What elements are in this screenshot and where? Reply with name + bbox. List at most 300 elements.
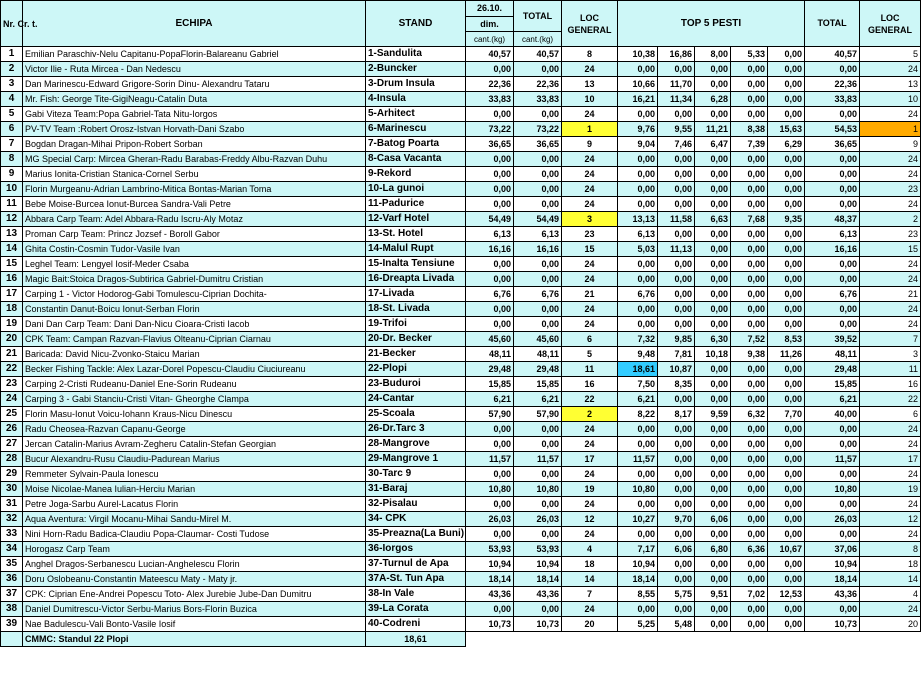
fish-1: 6,76 bbox=[618, 287, 658, 302]
loc-general-final: 3 bbox=[860, 347, 921, 362]
loc-general: 2 bbox=[562, 407, 618, 422]
top5-total: 26,03 bbox=[805, 512, 860, 527]
fish-1: 7,32 bbox=[618, 332, 658, 347]
fish-3: 0,00 bbox=[695, 152, 731, 167]
fish-4: 0,00 bbox=[731, 572, 768, 587]
day-weight: 0,00 bbox=[466, 182, 514, 197]
loc-general: 23 bbox=[562, 227, 618, 242]
team-name: Mr. Fish: George Tite-GigiNeagu-Catalin Duta bbox=[23, 92, 366, 107]
team-name: Dan Marinescu-Edward Grigore-Sorin Dinu- Alexandru Tataru bbox=[23, 77, 366, 92]
row-number: 18 bbox=[1, 302, 23, 317]
loc-general-final: 24 bbox=[860, 467, 921, 482]
fish-1: 18,61 bbox=[618, 362, 658, 377]
loc-general: 19 bbox=[562, 482, 618, 497]
loc-general-final: 2 bbox=[860, 212, 921, 227]
team-name: Florin Murgeanu-Adrian Lambrino-Mitica Bontas-Marian Toma bbox=[23, 182, 366, 197]
table-row bbox=[1, 47, 921, 62]
fish-3: 0,00 bbox=[695, 287, 731, 302]
loc-general-final: 16 bbox=[860, 377, 921, 392]
day-weight: 33,83 bbox=[466, 92, 514, 107]
fish-4: 0,00 bbox=[731, 512, 768, 527]
fish-4: 0,00 bbox=[731, 497, 768, 512]
row-number: 39 bbox=[1, 617, 23, 632]
fish-3: 0,00 bbox=[695, 467, 731, 482]
fish-5: 0,00 bbox=[768, 107, 805, 122]
row-number: 11 bbox=[1, 197, 23, 212]
day-weight: 16,16 bbox=[466, 242, 514, 257]
total-weight: 29,48 bbox=[514, 362, 562, 377]
loc-general-final: 1 bbox=[860, 122, 921, 137]
day-weight: 0,00 bbox=[466, 467, 514, 482]
loc-general: 18 bbox=[562, 557, 618, 572]
loc-general: 9 bbox=[562, 137, 618, 152]
team-name: Jercan Catalin-Marius Avram-Zegheru Catalin-Stefan Georgian bbox=[23, 437, 366, 452]
team-name: Moise Nicolae-Manea Iulian-Herciu Marian bbox=[23, 482, 366, 497]
fish-2: 0,00 bbox=[658, 227, 695, 242]
top5-total: 0,00 bbox=[805, 602, 860, 617]
day-weight: 18,14 bbox=[466, 572, 514, 587]
row-number: 38 bbox=[1, 602, 23, 617]
top5-total: 0,00 bbox=[805, 62, 860, 77]
fish-1: 0,00 bbox=[618, 302, 658, 317]
loc-general: 1 bbox=[562, 122, 618, 137]
top5-total: 0,00 bbox=[805, 257, 860, 272]
fish-4: 5,33 bbox=[731, 47, 768, 62]
fish-4: 0,00 bbox=[731, 167, 768, 182]
table-row bbox=[1, 227, 921, 242]
fish-2: 0,00 bbox=[658, 287, 695, 302]
fish-1: 18,14 bbox=[618, 572, 658, 587]
total-weight: 10,94 bbox=[514, 557, 562, 572]
header-loc-general-2: LOC GENERAL bbox=[860, 1, 921, 47]
fish-2: 0,00 bbox=[658, 572, 695, 587]
team-name: Carping 1 - Victor Hodorog-Gabi Tomulescu-Ciprian Dochita- bbox=[23, 287, 366, 302]
fish-3: 0,00 bbox=[695, 497, 731, 512]
total-weight: 0,00 bbox=[514, 467, 562, 482]
table-row bbox=[1, 317, 921, 332]
loc-general: 5 bbox=[562, 347, 618, 362]
stand-name: 39-La Corata bbox=[366, 602, 466, 617]
fish-3: 0,00 bbox=[695, 557, 731, 572]
row-number: 37 bbox=[1, 587, 23, 602]
fish-5: 0,00 bbox=[768, 527, 805, 542]
total-weight: 40,57 bbox=[514, 47, 562, 62]
fish-4: 8,38 bbox=[731, 122, 768, 137]
fish-1: 0,00 bbox=[618, 602, 658, 617]
fish-3: 6,80 bbox=[695, 542, 731, 557]
top5-total: 0,00 bbox=[805, 527, 860, 542]
loc-general: 13 bbox=[562, 77, 618, 92]
fish-1: 8,55 bbox=[618, 587, 658, 602]
fish-3: 0,00 bbox=[695, 392, 731, 407]
fish-2: 0,00 bbox=[658, 527, 695, 542]
row-number: 19 bbox=[1, 317, 23, 332]
day-weight: 40,57 bbox=[466, 47, 514, 62]
loc-general: 21 bbox=[562, 287, 618, 302]
fish-3: 0,00 bbox=[695, 272, 731, 287]
fish-2: 0,00 bbox=[658, 437, 695, 452]
top5-total: 0,00 bbox=[805, 167, 860, 182]
top5-total: 16,16 bbox=[805, 242, 860, 257]
table-row bbox=[1, 527, 921, 542]
team-name: Florin Masu-Ionut Voicu-Iohann Kraus-Nicu Dinescu bbox=[23, 407, 366, 422]
top5-total: 0,00 bbox=[805, 302, 860, 317]
day-weight: 11,57 bbox=[466, 452, 514, 467]
table-row bbox=[1, 437, 921, 452]
fish-1: 7,17 bbox=[618, 542, 658, 557]
loc-general: 16 bbox=[562, 377, 618, 392]
day-weight: 53,93 bbox=[466, 542, 514, 557]
fish-5: 0,00 bbox=[768, 227, 805, 242]
top5-total: 10,80 bbox=[805, 482, 860, 497]
header-total: TOTAL bbox=[514, 1, 562, 32]
fish-1: 0,00 bbox=[618, 467, 658, 482]
fish-5: 8,53 bbox=[768, 332, 805, 347]
team-name: Marius Ionita-Cristian Stanica-Cornel Serbu bbox=[23, 167, 366, 182]
loc-general-final: 10 bbox=[860, 92, 921, 107]
top5-total: 36,65 bbox=[805, 137, 860, 152]
fish-3: 0,00 bbox=[695, 362, 731, 377]
total-weight: 10,73 bbox=[514, 617, 562, 632]
stand-name: 21-Becker bbox=[366, 347, 466, 362]
fish-2: 11,58 bbox=[658, 212, 695, 227]
day-weight: 0,00 bbox=[466, 602, 514, 617]
team-name: Becker Fishing Tackle: Alex Lazar-Dorel Popescu-Claudiu Ciuciureanu bbox=[23, 362, 366, 377]
fish-1: 5,03 bbox=[618, 242, 658, 257]
table-row bbox=[1, 512, 921, 527]
fish-5: 0,00 bbox=[768, 302, 805, 317]
fish-4: 0,00 bbox=[731, 257, 768, 272]
total-weight: 11,57 bbox=[514, 452, 562, 467]
fish-4: 9,38 bbox=[731, 347, 768, 362]
team-name: Baricada: David Nicu-Zvonko-Staicu Marian bbox=[23, 347, 366, 362]
fish-3: 6,06 bbox=[695, 512, 731, 527]
total-weight: 6,76 bbox=[514, 287, 562, 302]
loc-general-final: 4 bbox=[860, 587, 921, 602]
fish-2: 8,35 bbox=[658, 377, 695, 392]
table-row bbox=[1, 347, 921, 362]
loc-general: 24 bbox=[562, 62, 618, 77]
row-number: 29 bbox=[1, 467, 23, 482]
fish-2: 11,70 bbox=[658, 77, 695, 92]
fish-5: 0,00 bbox=[768, 257, 805, 272]
fish-2: 0,00 bbox=[658, 602, 695, 617]
fish-5: 0,00 bbox=[768, 422, 805, 437]
fish-4: 0,00 bbox=[731, 272, 768, 287]
day-weight: 0,00 bbox=[466, 197, 514, 212]
table-row bbox=[1, 182, 921, 197]
fish-4: 6,32 bbox=[731, 407, 768, 422]
stand-name: 9-Rekord bbox=[366, 167, 466, 182]
stand-name: 7-Batog Poarta bbox=[366, 137, 466, 152]
loc-general: 24 bbox=[562, 182, 618, 197]
loc-general: 15 bbox=[562, 242, 618, 257]
loc-general-final: 20 bbox=[860, 617, 921, 632]
fish-3: 0,00 bbox=[695, 242, 731, 257]
loc-general-final: 13 bbox=[860, 77, 921, 92]
loc-general-final: 24 bbox=[860, 317, 921, 332]
fish-5: 0,00 bbox=[768, 167, 805, 182]
stand-name: 8-Casa Vacanta bbox=[366, 152, 466, 167]
day-weight: 48,11 bbox=[466, 347, 514, 362]
fish-5: 0,00 bbox=[768, 377, 805, 392]
fish-1: 10,94 bbox=[618, 557, 658, 572]
table-row bbox=[1, 482, 921, 497]
team-name: Radu Cheosea-Razvan Capanu-George bbox=[23, 422, 366, 437]
top5-total: 10,73 bbox=[805, 617, 860, 632]
total-weight: 16,16 bbox=[514, 242, 562, 257]
total-weight: 57,90 bbox=[514, 407, 562, 422]
loc-general: 24 bbox=[562, 152, 618, 167]
loc-general: 24 bbox=[562, 437, 618, 452]
loc-general-final: 24 bbox=[860, 302, 921, 317]
table-row bbox=[1, 572, 921, 587]
top5-total: 6,76 bbox=[805, 287, 860, 302]
fish-4: 6,36 bbox=[731, 542, 768, 557]
day-weight: 0,00 bbox=[466, 257, 514, 272]
top5-total: 48,11 bbox=[805, 347, 860, 362]
team-name: Horogasz Carp Team bbox=[23, 542, 366, 557]
fish-3: 9,51 bbox=[695, 587, 731, 602]
table-row bbox=[1, 407, 921, 422]
fish-4: 0,00 bbox=[731, 107, 768, 122]
table-row bbox=[1, 377, 921, 392]
fish-3: 6,30 bbox=[695, 332, 731, 347]
fish-5: 0,00 bbox=[768, 482, 805, 497]
fish-3: 6,63 bbox=[695, 212, 731, 227]
table-row bbox=[1, 302, 921, 317]
fish-3: 0,00 bbox=[695, 62, 731, 77]
fish-1: 7,50 bbox=[618, 377, 658, 392]
day-weight: 43,36 bbox=[466, 587, 514, 602]
team-name: Bucur Alexandru-Rusu Claudiu-Padurean Marius bbox=[23, 452, 366, 467]
total-weight: 15,85 bbox=[514, 377, 562, 392]
row-number: 25 bbox=[1, 407, 23, 422]
fish-5: 0,00 bbox=[768, 362, 805, 377]
stand-name: 20-Dr. Becker bbox=[366, 332, 466, 347]
row-number: 27 bbox=[1, 437, 23, 452]
stand-name: 16-Dreapta Livada bbox=[366, 272, 466, 287]
fish-1: 0,00 bbox=[618, 107, 658, 122]
top5-total: 54,53 bbox=[805, 122, 860, 137]
top5-total: 0,00 bbox=[805, 197, 860, 212]
fish-2: 0,00 bbox=[658, 317, 695, 332]
row-number: 4 bbox=[1, 92, 23, 107]
fish-5: 0,00 bbox=[768, 452, 805, 467]
fish-1: 0,00 bbox=[618, 257, 658, 272]
table-row bbox=[1, 332, 921, 347]
stand-name: 37A-St. Tun Apa bbox=[366, 572, 466, 587]
top5-total: 40,00 bbox=[805, 407, 860, 422]
fish-1: 11,57 bbox=[618, 452, 658, 467]
day-weight: 0,00 bbox=[466, 422, 514, 437]
row-number: 10 bbox=[1, 182, 23, 197]
stand-name: 6-Marinescu bbox=[366, 122, 466, 137]
fish-4: 0,00 bbox=[731, 392, 768, 407]
loc-general: 4 bbox=[562, 542, 618, 557]
fish-4: 0,00 bbox=[731, 242, 768, 257]
row-number: 26 bbox=[1, 422, 23, 437]
table-row bbox=[1, 257, 921, 272]
loc-general-final: 24 bbox=[860, 422, 921, 437]
fish-1: 10,27 bbox=[618, 512, 658, 527]
loc-general: 7 bbox=[562, 587, 618, 602]
day-weight: 0,00 bbox=[466, 272, 514, 287]
fish-4: 0,00 bbox=[731, 482, 768, 497]
fish-4: 0,00 bbox=[731, 227, 768, 242]
loc-general: 24 bbox=[562, 467, 618, 482]
stand-name: 36-Iorgos bbox=[366, 542, 466, 557]
fish-1: 0,00 bbox=[618, 497, 658, 512]
loc-general-final: 17 bbox=[860, 452, 921, 467]
top5-total: 43,36 bbox=[805, 587, 860, 602]
team-name: Aqua Aventura: Virgil Mocanu-Mihai Sandu-Mirel M. bbox=[23, 512, 366, 527]
total-weight: 0,00 bbox=[514, 272, 562, 287]
stand-name: 4-Insula bbox=[366, 92, 466, 107]
fish-5: 9,35 bbox=[768, 212, 805, 227]
team-name: Constantin Danut-Boicu Ionut-Serban Florin bbox=[23, 302, 366, 317]
total-weight: 45,60 bbox=[514, 332, 562, 347]
table-row bbox=[1, 467, 921, 482]
fish-2: 6,06 bbox=[658, 542, 695, 557]
fish-2: 10,87 bbox=[658, 362, 695, 377]
fish-5: 0,00 bbox=[768, 467, 805, 482]
stand-name: 18-St. Livada bbox=[366, 302, 466, 317]
stand-name: 23-Buduroi bbox=[366, 377, 466, 392]
stand-name: 37-Turnul de Apa bbox=[366, 557, 466, 572]
fish-2: 16,86 bbox=[658, 47, 695, 62]
loc-general-final: 24 bbox=[860, 497, 921, 512]
day-weight: 6,13 bbox=[466, 227, 514, 242]
fish-3: 6,28 bbox=[695, 92, 731, 107]
loc-general-final: 15 bbox=[860, 242, 921, 257]
fish-4: 0,00 bbox=[731, 437, 768, 452]
row-number: 32 bbox=[1, 512, 23, 527]
stand-name: 19-Trifoi bbox=[366, 317, 466, 332]
fish-2: 9,85 bbox=[658, 332, 695, 347]
footer-label: CMMC: Standul 22 Plopi bbox=[23, 632, 366, 647]
fish-3: 0,00 bbox=[695, 377, 731, 392]
fish-3: 0,00 bbox=[695, 482, 731, 497]
row-number: 15 bbox=[1, 257, 23, 272]
fish-3: 0,00 bbox=[695, 227, 731, 242]
row-number: 14 bbox=[1, 242, 23, 257]
total-weight: 10,80 bbox=[514, 482, 562, 497]
stand-name: 32-Pisalau bbox=[366, 497, 466, 512]
loc-general-final: 24 bbox=[860, 602, 921, 617]
total-weight: 0,00 bbox=[514, 527, 562, 542]
total-weight: 0,00 bbox=[514, 437, 562, 452]
team-name: Petre Joga-Sarbu Aurel-Lacatus Florin bbox=[23, 497, 366, 512]
fish-1: 0,00 bbox=[618, 167, 658, 182]
fish-3: 6,47 bbox=[695, 137, 731, 152]
row-number: 31 bbox=[1, 497, 23, 512]
total-weight: 0,00 bbox=[514, 317, 562, 332]
fish-3: 9,59 bbox=[695, 407, 731, 422]
footer-blank bbox=[1, 632, 23, 647]
fish-4: 0,00 bbox=[731, 362, 768, 377]
fish-5: 0,00 bbox=[768, 572, 805, 587]
fish-3: 0,00 bbox=[695, 302, 731, 317]
fish-4: 0,00 bbox=[731, 452, 768, 467]
day-weight: 0,00 bbox=[466, 497, 514, 512]
fish-1: 9,76 bbox=[618, 122, 658, 137]
fish-3: 10,18 bbox=[695, 347, 731, 362]
fish-2: 0,00 bbox=[658, 467, 695, 482]
total-weight: 36,65 bbox=[514, 137, 562, 152]
day-weight: 0,00 bbox=[466, 152, 514, 167]
fish-1: 8,22 bbox=[618, 407, 658, 422]
top5-total: 39,52 bbox=[805, 332, 860, 347]
fish-3: 0,00 bbox=[695, 422, 731, 437]
row-number: 20 bbox=[1, 332, 23, 347]
fish-4: 0,00 bbox=[731, 92, 768, 107]
fish-1: 0,00 bbox=[618, 437, 658, 452]
fish-5: 0,00 bbox=[768, 617, 805, 632]
team-name: Bebe Moise-Burcea Ionut-Burcea Sandra-Vali Petre bbox=[23, 197, 366, 212]
row-number: 22 bbox=[1, 362, 23, 377]
team-name: Magic Bait:Stoica Dragos-Subtirica Gabriel-Dumitru Cristian bbox=[23, 272, 366, 287]
header-date: 26.10. bbox=[466, 1, 514, 17]
table-row bbox=[1, 62, 921, 77]
stand-name: 24-Cantar bbox=[366, 392, 466, 407]
top5-total: 0,00 bbox=[805, 107, 860, 122]
team-name: Nini Horn-Radu Badica-Claudiu Popa-Claumar- Costi Tudose bbox=[23, 527, 366, 542]
fish-4: 0,00 bbox=[731, 617, 768, 632]
table-row bbox=[1, 272, 921, 287]
table-row bbox=[1, 617, 921, 632]
fish-5: 6,29 bbox=[768, 137, 805, 152]
fish-1: 0,00 bbox=[618, 527, 658, 542]
fish-4: 0,00 bbox=[731, 182, 768, 197]
table-row bbox=[1, 92, 921, 107]
team-name: CPK Team: Campan Razvan-Flavius Olteanu-Ciprian Ciarnau bbox=[23, 332, 366, 347]
stand-name: 3-Drum Insula bbox=[366, 77, 466, 92]
day-weight: 36,65 bbox=[466, 137, 514, 152]
loc-general: 24 bbox=[562, 272, 618, 287]
fish-4: 0,00 bbox=[731, 197, 768, 212]
fish-2: 9,55 bbox=[658, 122, 695, 137]
day-weight: 26,03 bbox=[466, 512, 514, 527]
fish-4: 7,39 bbox=[731, 137, 768, 152]
team-name: CPK: Ciprian Ene-Andrei Popescu Toto- Alex Jurebie Jube-Dan Dumitru bbox=[23, 587, 366, 602]
fish-1: 0,00 bbox=[618, 317, 658, 332]
loc-general: 8 bbox=[562, 47, 618, 62]
team-name: Gabi Viteza Team:Popa Gabriel-Tata Nitu-Iorgos bbox=[23, 107, 366, 122]
total-weight: 6,21 bbox=[514, 392, 562, 407]
fish-2: 0,00 bbox=[658, 107, 695, 122]
total-weight: 48,11 bbox=[514, 347, 562, 362]
loc-general-final: 12 bbox=[860, 512, 921, 527]
team-name: Ghita Costin-Cosmin Tudor-Vasile Ivan bbox=[23, 242, 366, 257]
fish-3: 0,00 bbox=[695, 77, 731, 92]
fish-5: 0,00 bbox=[768, 287, 805, 302]
loc-general-final: 24 bbox=[860, 437, 921, 452]
top5-total: 6,21 bbox=[805, 392, 860, 407]
stand-name: 38-In Vale bbox=[366, 587, 466, 602]
fish-1: 0,00 bbox=[618, 182, 658, 197]
table-row bbox=[1, 497, 921, 512]
team-name: Bogdan Dragan-Mihai Pripon-Robert Sorban bbox=[23, 137, 366, 152]
fish-5: 12,53 bbox=[768, 587, 805, 602]
table-row bbox=[1, 107, 921, 122]
top5-total: 0,00 bbox=[805, 182, 860, 197]
fish-5: 0,00 bbox=[768, 77, 805, 92]
loc-general-final: 24 bbox=[860, 527, 921, 542]
top5-total: 10,94 bbox=[805, 557, 860, 572]
stand-name: 10-La gunoi bbox=[366, 182, 466, 197]
fish-4: 0,00 bbox=[731, 152, 768, 167]
